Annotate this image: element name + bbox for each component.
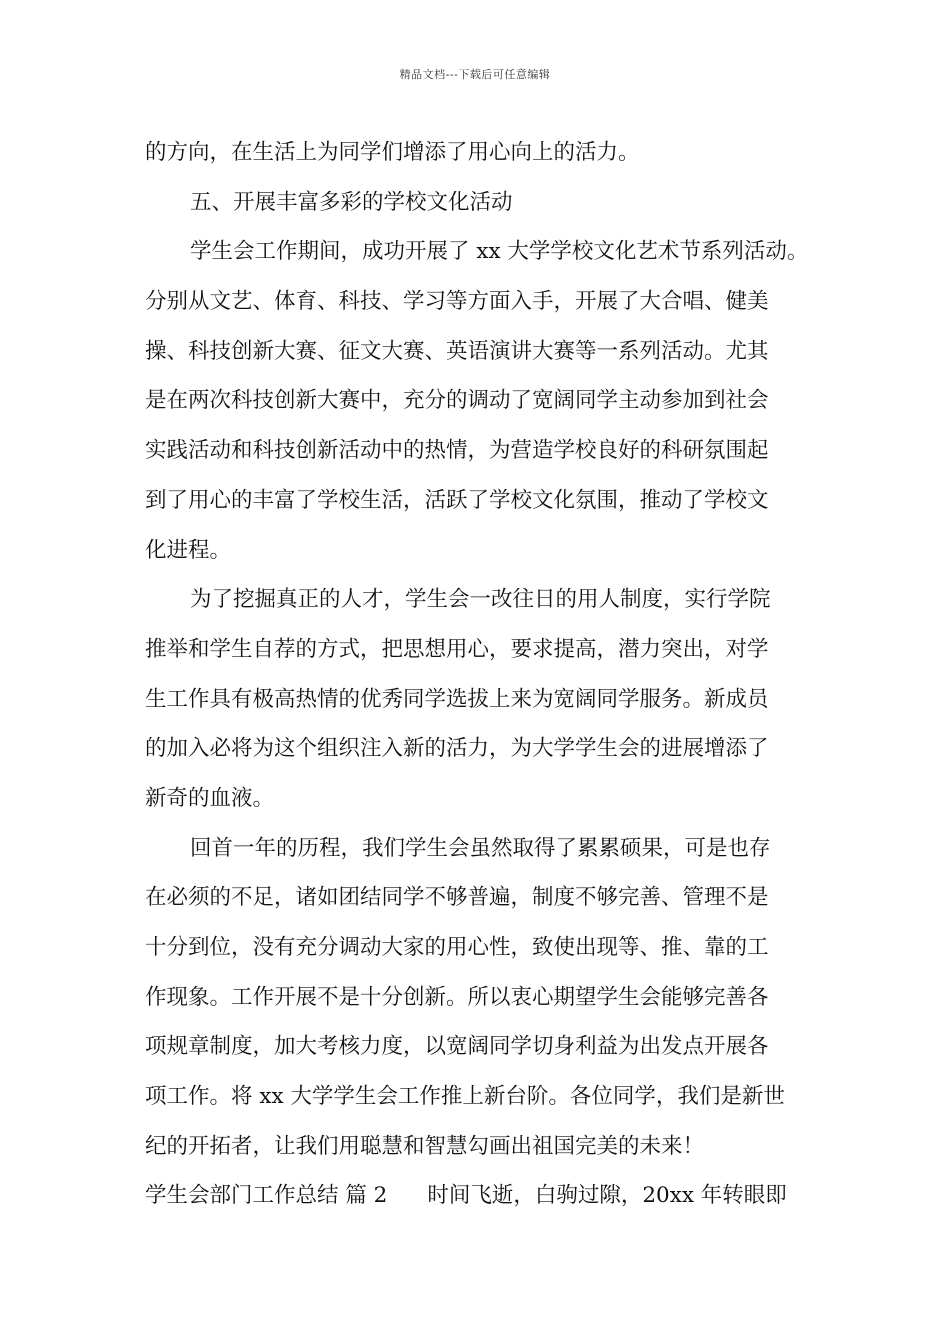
text-line: 是在两次科技创新大赛中，充分的调动了宽阔同学主动参加到社会: [145, 388, 769, 414]
text-line: 学生会工作期间，成功开展了 xx 大学学校文化艺术节系列活动。: [190, 239, 809, 265]
text-line: 回首一年的历程，我们学生会虽然取得了累累硕果，可是也存: [190, 835, 771, 861]
text-line: 新奇的血液。: [145, 785, 275, 811]
text-line: 的加入必将为这个组织注入新的活力，为大学学生会的进展增添了: [145, 736, 769, 762]
page-header: 精品文档---下载后可任意编辑: [399, 68, 551, 81]
section-title-line: [145, 1171, 815, 1221]
text-line: 生工作具有极高热情的优秀同学选拔上来为宽阔同学服务。新成员: [145, 686, 769, 712]
text-line: 项工作。将 xx 大学学生会工作推上新台阶。各位同学，我们是新世: [145, 1084, 785, 1110]
text-line: 在必须的不足，诸如团结同学不够普遍，制度不够完善、管理不是: [145, 885, 769, 911]
text-line: 分别从文艺、体育、科技、学习等方面入手，开展了大合唱、健美: [145, 289, 769, 315]
text-line: 纪的开拓者，让我们用聪慧和智慧勾画出祖国完美的未来！: [145, 1133, 705, 1159]
text-line: 到了用心的丰富了学校生活，活跃了学校文化氛围，推动了学校文: [145, 487, 769, 513]
section-continuation: 时间飞逝，白驹过隙，20xx 年转眼即: [427, 1183, 787, 1209]
text-line: 的方向，在生活上为同学们增添了用心向上的活力。: [145, 140, 640, 165]
document-body: [145, 128, 815, 1221]
text-line: 作现象。工作开展不是十分创新。所以衷心期望学生会能够完善各: [145, 984, 769, 1010]
text-line: 推举和学生自荐的方式，把思想用心，要求提高，潜力突出，对学: [145, 636, 769, 662]
section-heading: 五、开展丰富多彩的学校文化活动: [190, 189, 513, 215]
text-line: 实践活动和科技创新活动中的热情，为营造学校良好的科研氛围起: [145, 438, 769, 464]
text-line: 项规章制度，加大考核力度，以宽阔同学切身利益为出发点开展各: [145, 1034, 769, 1060]
text-line: 操、科技创新大赛、征文大赛、英语演讲大赛等一系列活动。尤其: [145, 338, 769, 364]
section-title: 学生会部门工作总结 篇 2: [145, 1183, 388, 1209]
text-line: 十分到位，没有充分调动大家的用心性，致使出现等、推、靠的工: [145, 935, 769, 960]
text-line: 为了挖掘真正的人才，学生会一改往日的用人制度，实行学院: [190, 587, 771, 613]
text-line: 化进程。: [145, 537, 232, 563]
